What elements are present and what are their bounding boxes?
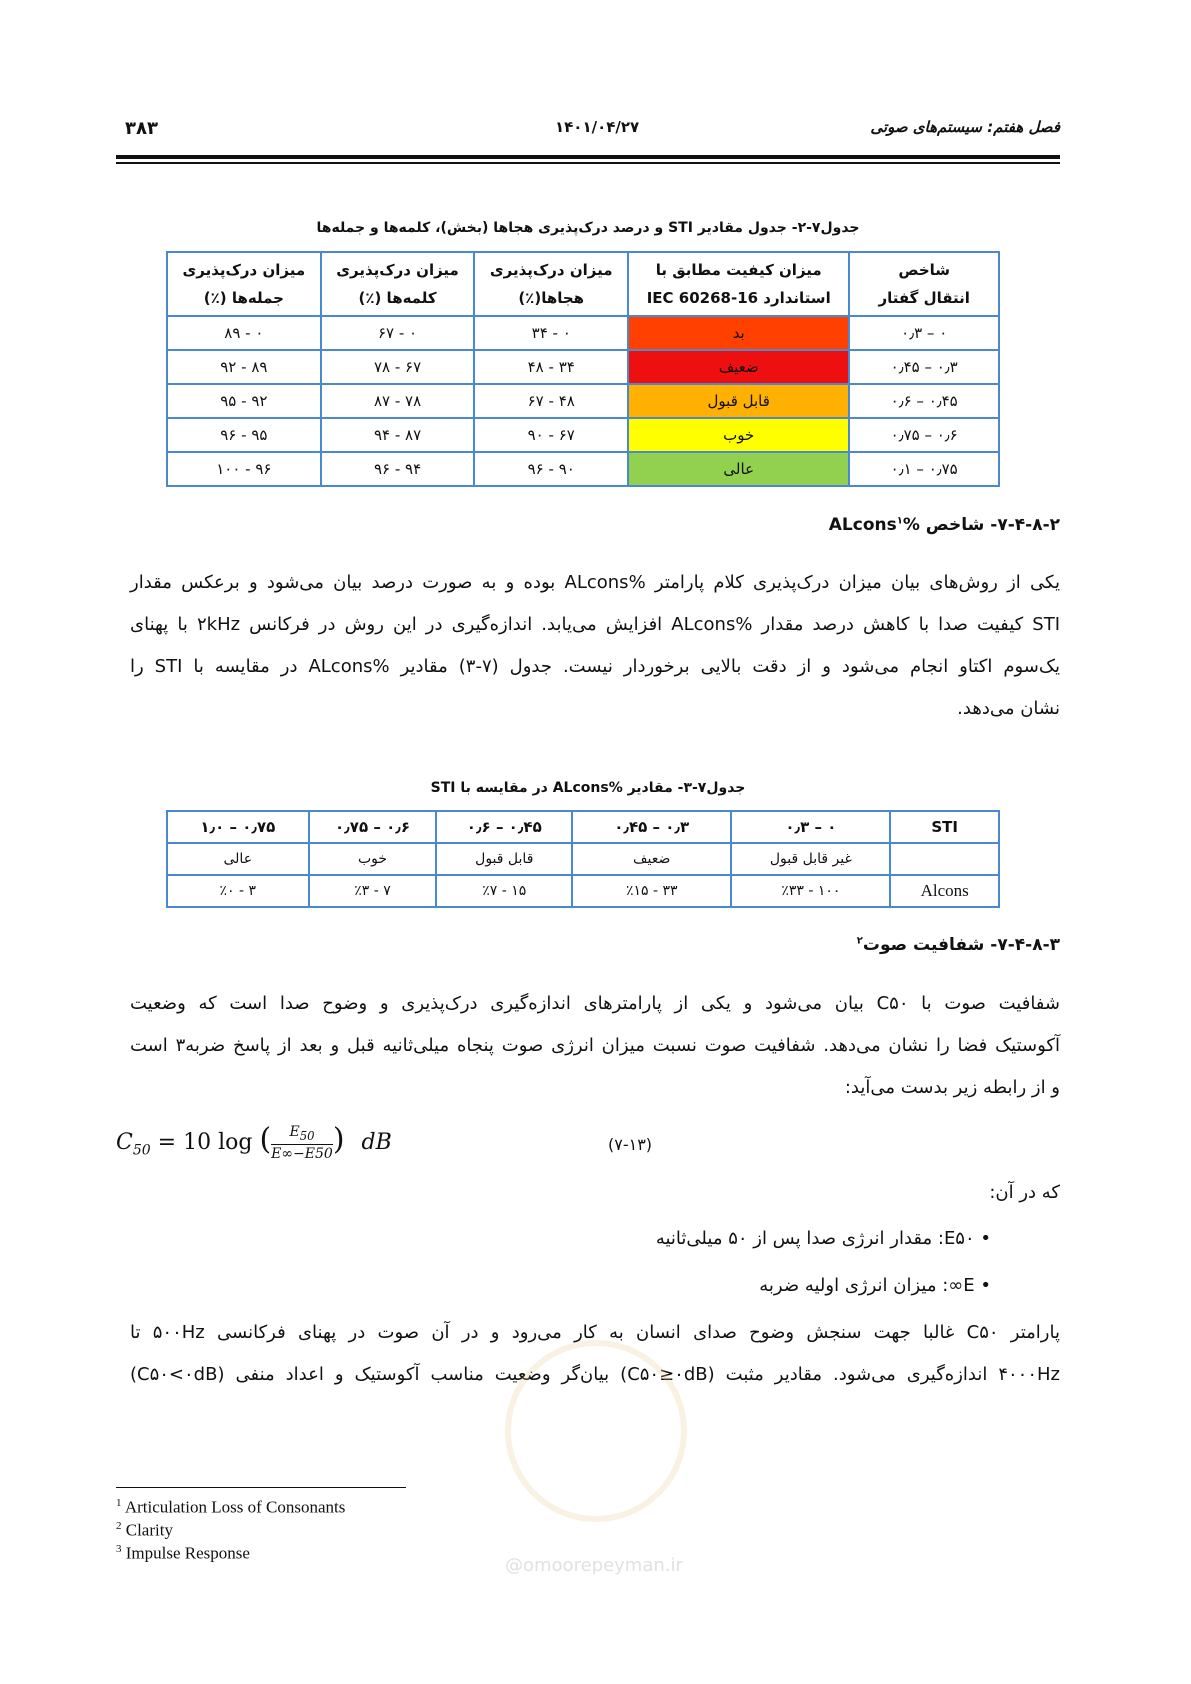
header-rule (116, 155, 1060, 159)
footnote-2: $^2$ Clarity (116, 1520, 173, 1540)
quality-cell: قابل قبول (628, 384, 849, 418)
sentences-cell: ۹۶ - ۱۰۰ (167, 452, 321, 486)
words-cell: ۰ - ۶۷ (321, 316, 475, 350)
paragraph-alcons: یکی از روش‌های بیان میزان درک‌پذیری کلام پارامتر %ALcons بوده و به صورت درصد بیان می‌شود و برعکس مقدار STI کیفیت صدا با کاهش درصد مقدار %ALcons افزایش می‌یابد. اندازه‌گیری در این روش در فرکانس ۲kHz با پهنای یک‌سوم اکتاو انجام می‌شود و از دقت بالایی برخوردار نیست. جدول (۷-۳) مقادیر %ALcons در مقایسه با STI را نشان می‌دهد. (130, 572, 1061, 719)
table1-caption: جدول۷-۲- جدول مقادیر STI و درصد درک‌پذیری هجاها (بخش)، کلمه‌ها و جمله‌ها (316, 220, 860, 236)
sti-cell: ۰ – ۰٫۳ (849, 316, 999, 350)
list-item: • E۵۰: مقدار انرژی صدا پس از ۵۰ میلی‌ثانیه (655, 1228, 991, 1249)
table-row (167, 452, 999, 486)
table2-header-cell: STI (890, 811, 999, 843)
table2-caption: جدول۷-۳- مقادیر %ALcons در مقایسه با STI (430, 780, 746, 796)
watermark-text: @omoorepeyman.ir (505, 1555, 683, 1576)
table2-cell: عالی (167, 843, 309, 875)
words-cell: ۹۴ - ۹۶ (321, 452, 475, 486)
list-item: • E∞: میزان انرژی اولیه ضربه (759, 1275, 991, 1296)
table2-header-cell: ۰٫۷۵ – ۱٫۰ (167, 811, 309, 843)
page-number: ۳۸۳ (125, 118, 158, 139)
sentences-cell: ۰ - ۸۹ (167, 316, 321, 350)
table2-header-cell: ۰٫۶ – ۰٫۷۵ (309, 811, 437, 843)
sentences-cell: ۸۹ - ۹۲ (167, 350, 321, 384)
words-cell: ۷۸ - ۸۷ (321, 384, 475, 418)
table2-header-cell: ۰٫۳ – ۰٫۴۵ (572, 811, 731, 843)
words-cell: ۶۷ - ۷۸ (321, 350, 475, 384)
quality-cell: عالی (628, 452, 849, 486)
header-date: ۱۴۰۱/۰۴/۲۷ (555, 118, 640, 136)
table2-cell: ضعیف (572, 843, 731, 875)
table1-header-syllables: میزان درک‌پذیری هجاها(٪) (474, 252, 628, 316)
where-label: که در آن: (989, 1182, 1060, 1203)
section-heading-clarity: ۷-۴-۸-۳- شفافیت صوت$^۲$ (856, 935, 1060, 955)
table1-header-sentences: میزان درک‌پذیری جمله‌ها (٪) (167, 252, 321, 316)
syllables-cell: ۳۴ - ۴۸ (474, 350, 628, 384)
table2-cell (890, 843, 999, 875)
table2-cell: ۷ - ٪۳ (309, 875, 437, 907)
table-row (167, 350, 999, 384)
header-rule-thin (116, 162, 1060, 164)
table1-header-sti: شاخص انتقال گفتار (849, 252, 999, 316)
quality-cell: خوب (628, 418, 849, 452)
syllables-cell: ۰ - ۳۴ (474, 316, 628, 350)
sti-cell: ۰٫۶ – ۰٫۷۵ (849, 418, 999, 452)
syllables-cell: ۹۰ - ۹۶ (474, 452, 628, 486)
table2-cell: قابل قبول (436, 843, 572, 875)
sti-cell: ۰٫۳ – ۰٫۴۵ (849, 350, 999, 384)
watermark-seal (505, 1340, 687, 1522)
table2-header-cell: ۰٫۴۵ – ۰٫۶ (436, 811, 572, 843)
sentences-cell: ۹۲ - ۹۵ (167, 384, 321, 418)
table-row (167, 875, 999, 907)
table2-cell: ۳ - ٪۰ (167, 875, 309, 907)
quality-cell: ضعیف (628, 350, 849, 384)
table2 (166, 810, 1000, 908)
section-heading-alcons: ۷-۴-۸-۲- شاخص %ALcons$^۱$ (828, 515, 1060, 535)
table2-cell: ۱۵ - ٪۷ (436, 875, 572, 907)
sti-cell: ۰٫۴۵ – ۰٫۶ (849, 384, 999, 418)
table1-header-words: میزان درک‌پذیری کلمه‌ها (٪) (321, 252, 475, 316)
table-row (167, 843, 999, 875)
syllables-cell: ۴۸ - ۶۷ (474, 384, 628, 418)
footnote-3: $^3$ Impulse Response (116, 1543, 250, 1563)
table1-header-quality: میزان کیفیت مطابق با استاندارد IEC 60268-16 (628, 252, 849, 316)
table2-cell: ۱۰۰ - ٪۳۳ (731, 875, 890, 907)
words-cell: ۸۷ - ۹۴ (321, 418, 475, 452)
table2-cell: ۳۳ - ٪۱۵ (572, 875, 731, 907)
table2-cell: غیر قابل قبول (731, 843, 890, 875)
table-row (167, 384, 999, 418)
table2-cell: خوب (309, 843, 437, 875)
chapter-title: فصل هفتم: سیستم‌های صوتی (870, 118, 1060, 136)
paragraph-clarity: شفافیت صوت با C۵۰ بیان می‌شود و یکی از پارامترهای اندازه‌گیری درک‌پذیری و وضوح صدا است که وضعیت آکوستیک فضا را نشان می‌دهد. شفافیت صوت نسبت میزان انرژی صوت پنجاه میلی‌ثانیه قبل و بعد از پاسخ ضربه۳ است و از رابطه زیر بدست می‌آید: (130, 993, 1060, 1098)
table2-header-cell: ۰ – ۰٫۳ (731, 811, 890, 843)
clarity-equation: $C_{50} = 10$ log ( $\frac{E_{50}}{E\infty-E50}$ ) dB (116, 1122, 392, 1163)
table-row (167, 316, 999, 350)
footnote-1: $^1$ Articulation Loss of Consonants (116, 1497, 346, 1517)
sti-cell: ۰٫۷۵ – ۰٫۱ (849, 452, 999, 486)
paragraph-c50: پارامتر C۵۰ غالبا جهت سنجش وضوح صدای انسان به کار می‌رود و در آن صوت در پهنای فرکانسی ۵۰۰Hz تا ۴۰۰۰Hz اندازه‌گیری می‌شود. مقادیر مثبت (C۵۰≥۰dB) بیان‌گر وضعیت مناسب آکوستیک و اعداد منفی (C۵۰<۰dB) (130, 1322, 1060, 1385)
table-row (167, 418, 999, 452)
table2-cell: Alcons (890, 875, 999, 907)
footnote-rule (116, 1487, 406, 1488)
sentences-cell: ۹۵ - ۹۶ (167, 418, 321, 452)
syllables-cell: ۶۷ - ۹۰ (474, 418, 628, 452)
quality-cell: بد (628, 316, 849, 350)
table1 (166, 251, 1000, 487)
equation-number: (۷-۱۳) (608, 1135, 653, 1154)
